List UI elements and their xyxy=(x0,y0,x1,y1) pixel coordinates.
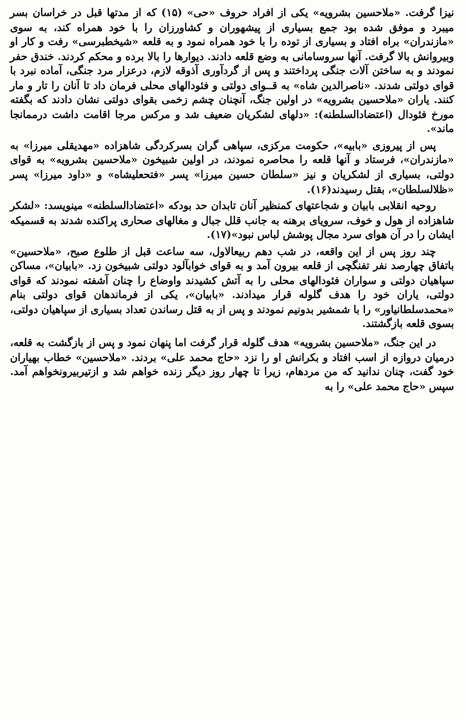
paragraph-2: پس از پیروزی «بابیه»، حکومت مرکزی، سپاهی گران بسرکردگی شاهزاده «مهدیقلی میرزا» به «مازندران»، فرستاد و آنها قلعه را محاصره نمودند، در اولین شبیخون «ملاحسین بشرویه» به قوای دولتی، بسیاری از لشکریان و نیز «سلطان حسین میرزا» پسر «فتحعلیشاه» و «داود میرزا» پسر «ظلالسلطان»، بقتل رسیدند(۱۶). xyxy=(10,139,454,196)
paragraph-3: روحیه انقلابی بابیان و شجاعتهای کمنظیر آنان تابدان حد بودکه «اعتضادالسلطنه» مینویسد: «لشکر شاهزاده از هول و خوف، سرویای برهنه به جانب قلل جبال و مغالهای صحاری پراکنده شدند به قسمیکه ایشان را در آن هوای سرد مجال پوشش لباس نبود»(۱۷). xyxy=(10,200,454,242)
paragraph-5: در این جنگ، «ملاحسین بشرویه» هدف گلوله قرار گرفت اما پنهان نمود و پس از بازگشت به قلعه، درمیان دروازه از اسب افتاد و بکرانش او را نزد «حاج محمد علی» بردند. «ملاحسین» خطاب بهیاران خود گفت، چنان ندانید که من مردهام، زیرا تا چهار روز دیگر زنده خواهم شد و ازتیربیرونخواهم آمد. سپس «حاج محمد علی» را به xyxy=(10,337,454,393)
paragraph-4: چند روز پس از این واقعه، در شب دهم ربیعالاول، سه ساعت قبل از طلوع صبح، «ملاحسین» باتفاق چهارصد نفر تفنگچی از قلعه بیرون آمد و به قوای خوابآلود دولتی شبیخون زد. «بابیان»، مساکن سپاهیان دولتی و سواران فئودالهای محلی را به آتش کشیدند واوضاع را چنان آشفته نمودند که قوای دولتی، یاران خود را هدف گلوله قرار میدادند. «بابیان»، یکی از فرماندهان قوای دولتی بنام «محمدسلطانیاور» را با شمشیر بدونیم نمودند و پس از به قتل رساندن تعداد بسیاری از سپاهیان دولتی، بسوی قلعه بازگشتند. xyxy=(10,245,454,331)
paragraph-1: نیزا گرفت. «ملاحسین بشرویه» یکی از افراد حروف «حی» (۱۵) که از مدتها قبل در خراسان بسر میبرد و موفق شده بود جمع بسیاری از پیشهوران و کشاورزان را با خود همراه کند، به سوی «مازندران» براه افتاد و بسیاری از توده را با خود همراه نمود و به قلعه «شیخطبرسی» رفت و کار او وبیروانش بالا گرفت. آنها سروسامانی به وضع قلعه دادند. دیوارها را بالا برده و محکم کردند. خندق حفر نمودند و به ساختن آلات جنگی پرداختند و پس از گردآوری آذوقه لازم، درعزار مرد جنگی، آماده نبرد با قوای دولتی شدند. «ناصرالدین شاه» به قــوای دولتی و فئودالهای محلی فرمان داد تا آنان را تار و مار کنند. یاران «ملاحسین بشرویه» در اولین جنگ، آنچنان چشم زخمی بقوای دولتی نشان دادند که بگفته مورخ فئودال (اعتضادالسلطنه): «دلهای لشکریان ضعیف شد و مرکس مرجا اقامت داشت درممانجا ماند». xyxy=(10,7,454,136)
